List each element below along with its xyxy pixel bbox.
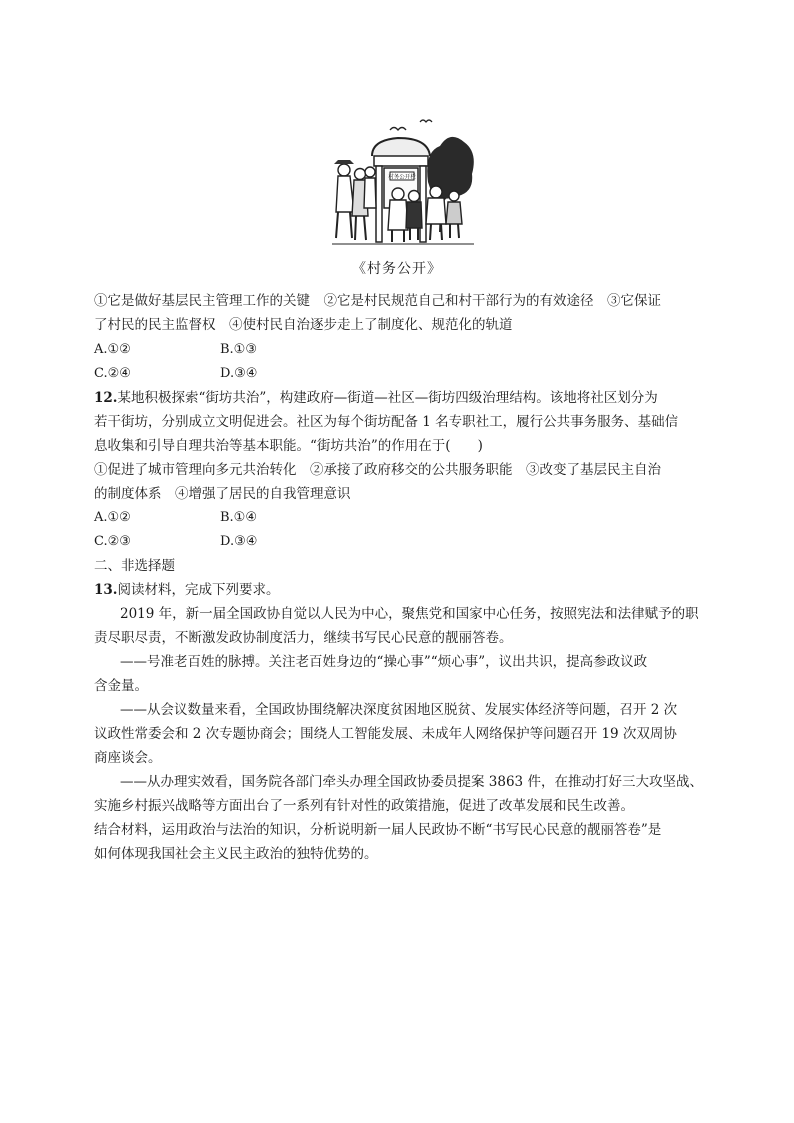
q13-number: 13. — [94, 582, 118, 598]
q13-paragraph-2-line-2: 含金量。 — [94, 678, 148, 694]
q11-option-c: C.②④ — [94, 366, 131, 381]
q13-paragraph-4-line-1: ——从办理实效看，国务院各部门牵头办理全国政协委员提案 3863 件，在推动打好三大攻坚战、 — [120, 774, 703, 790]
q11-statement-line-1: ①它是做好基层民主管理工作的关键 ②它是村民规范自己和村干部行为的有效途径 ③它保证 — [94, 293, 661, 309]
q12-line-1: 12.某地积极探索“街坊共治”，构建政府—街道—社区—街坊四级治理结构。该地将社区划分为 — [94, 390, 658, 406]
q13-paragraph-3-line-2: 议政性常委会和 2 次专题协商会；围绕人工智能发展、未成年人网络保护等问题召开 19 次双周协 — [94, 726, 677, 742]
q13-paragraph-1-line-2: 责尽职尽责，不断激发政协制度活力，继续书写民心民意的靓丽答卷。 — [94, 630, 513, 646]
village-affairs-illustration — [328, 112, 476, 248]
q11-option-d: D.③④ — [220, 366, 258, 381]
q13-task-line-2: 如何体现我国社会主义民主政治的独特优势的。 — [94, 846, 378, 862]
q13-prompt-line: 13.阅读材料，完成下列要求。 — [94, 582, 280, 598]
q13-task-line-1: 结合材料，运用政治与法治的知识，分析说明新一届人民政协不断“书写民心民意的靓丽答卷”是 — [94, 822, 662, 838]
q13-paragraph-3-line-3: 商座谈会。 — [94, 750, 162, 766]
q12-option-c: C.②③ — [94, 534, 131, 549]
q11-option-a: A.①② — [94, 342, 131, 357]
q13-paragraph-4-line-2: 实施乡村振兴战略等方面出台了一系列有针对性的政策措施，促进了改革发展和民生改善。 — [94, 798, 634, 814]
q12-statement-line-2: 的制度体系 ④增强了居民的自我管理意识 — [94, 486, 351, 502]
q12-option-d: D.③④ — [220, 534, 258, 549]
q11-statement-line-2: 了村民的民主监督权 ④使村民自治逐步走上了制度化、规范化的轨道 — [94, 317, 513, 333]
q13-paragraph-2-line-1: ——号准老百姓的脉搏。关注老百姓身边的“操心事”“烦心事”，议出共识，提高参政议政 — [120, 654, 648, 670]
q12-statement-line-1: ①促进了城市管理向多元共治转化 ②承接了政府移交的公共服务职能 ③改变了基层民主自治 — [94, 462, 661, 478]
q12-option-a: A.①② — [94, 510, 131, 525]
q12-option-b: B.①④ — [220, 510, 257, 525]
q12-number: 12. — [94, 390, 118, 406]
q13-paragraph-1-line-1: 2019 年，新一届全国政协自觉以人民为中心，聚焦党和国家中心任务，按照宪法和法律赋予的职 — [120, 606, 699, 622]
illustration-caption: 《村务公开》 — [352, 261, 442, 277]
q12-line-2: 若干街坊，分别成立文明促进会。社区为每个街坊配备 1 名专职社工，履行公共事务服务、基础信 — [94, 414, 679, 430]
board-sign-text: 村务公开栏 — [388, 174, 416, 181]
section-title: 二、非选择题 — [94, 558, 175, 574]
q13-paragraph-3-line-1: ——从会议数量来看，全国政协围绕解决深度贫困地区脱贫、发展实体经济等问题，召开 2 次 — [120, 702, 678, 718]
q11-option-b: B.①③ — [220, 342, 257, 357]
q12-line-3: 息收集和引导自理共治等基本职能。“街坊共治”的作用在于( ) — [94, 438, 483, 454]
